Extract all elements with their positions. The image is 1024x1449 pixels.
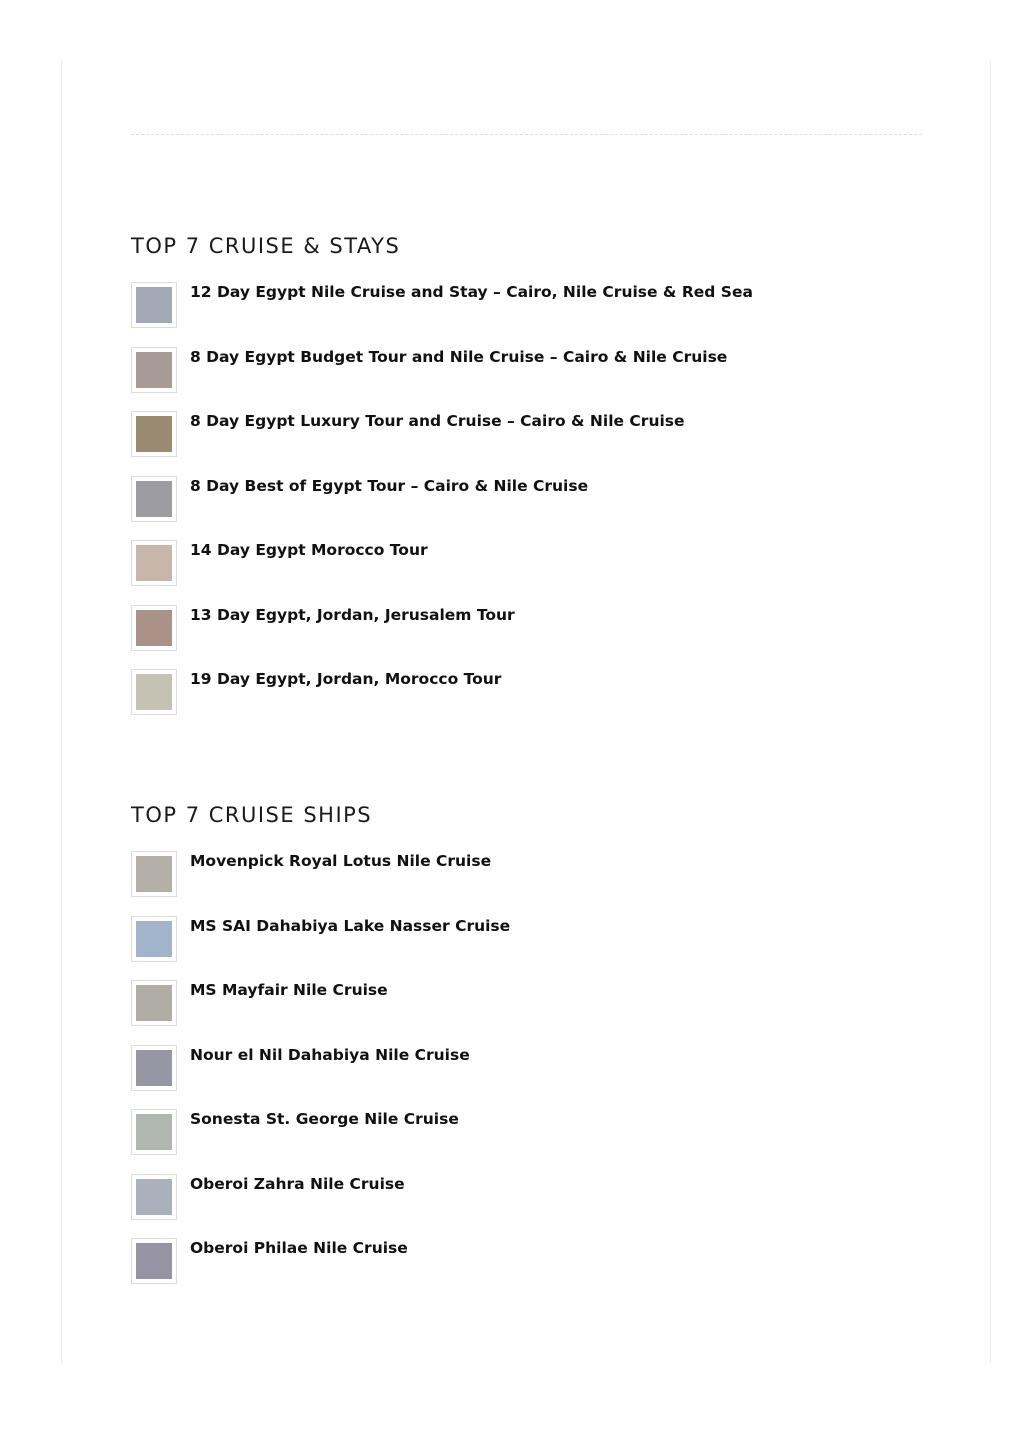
thumbnail-image xyxy=(136,287,172,323)
list-item xyxy=(131,1045,931,1110)
thumbnail-image xyxy=(136,921,172,957)
list-item xyxy=(131,411,931,476)
list-item xyxy=(131,851,931,916)
thumbnail-image xyxy=(136,674,172,710)
thumbnail-image xyxy=(136,1050,172,1086)
item-link[interactable]: Sonesta St. George Nile Cruise xyxy=(190,1110,459,1128)
item-thumbnail[interactable] xyxy=(131,916,177,962)
item-link[interactable]: 8 Day Best of Egypt Tour – Cairo & Nile Cruise xyxy=(190,476,589,495)
thumbnail-image xyxy=(136,1243,172,1279)
item-link[interactable]: MS Mayfair Nile Cruise xyxy=(190,981,388,999)
list-item xyxy=(131,1174,931,1239)
cruise-ships-list xyxy=(131,851,931,1303)
list-item xyxy=(131,916,931,981)
thumbnail-image xyxy=(136,610,172,646)
list-item xyxy=(131,476,931,541)
cruise-ships-section xyxy=(131,802,931,1303)
item-thumbnail[interactable] xyxy=(131,669,177,715)
list-item xyxy=(131,669,931,734)
item-link[interactable]: 8 Day Egypt Luxury Tour and Cruise – Cairo & Nile Cruise xyxy=(190,412,685,430)
list-item xyxy=(131,1109,931,1174)
item-thumbnail[interactable] xyxy=(131,347,177,393)
item-link[interactable]: MS SAI Dahabiya Lake Nasser Cruise xyxy=(190,916,511,935)
cruise-stays-list xyxy=(131,282,931,734)
list-item xyxy=(131,605,931,670)
item-thumbnail[interactable] xyxy=(131,540,177,586)
dashed-divider xyxy=(131,134,922,135)
item-thumbnail[interactable] xyxy=(131,605,177,651)
item-thumbnail[interactable] xyxy=(131,476,177,522)
list-item xyxy=(131,347,931,412)
item-thumbnail[interactable] xyxy=(131,1045,177,1091)
item-thumbnail[interactable] xyxy=(131,1238,177,1284)
list-item xyxy=(131,282,931,347)
list-item xyxy=(131,980,931,1045)
item-thumbnail[interactable] xyxy=(131,282,177,328)
list-item xyxy=(131,1238,931,1303)
item-link[interactable]: 14 Day Egypt Morocco Tour xyxy=(190,541,428,559)
item-link[interactable]: 13 Day Egypt, Jordan, Jerusalem Tour xyxy=(190,605,515,624)
list-item xyxy=(131,540,931,605)
item-thumbnail[interactable] xyxy=(131,411,177,457)
section-title: TOP 7 CRUISE & STAYS xyxy=(131,234,401,258)
thumbnail-image xyxy=(136,545,172,581)
thumbnail-image xyxy=(136,1114,172,1150)
item-link[interactable]: 19 Day Egypt, Jordan, Morocco Tour xyxy=(190,670,502,688)
item-link[interactable]: Nour el Nil Dahabiya Nile Cruise xyxy=(190,1045,470,1064)
thumbnail-image xyxy=(136,416,172,452)
item-thumbnail[interactable] xyxy=(131,980,177,1026)
section-title: TOP 7 CRUISE SHIPS xyxy=(131,803,373,827)
item-thumbnail[interactable] xyxy=(131,1174,177,1220)
item-thumbnail[interactable] xyxy=(131,851,177,897)
item-thumbnail[interactable] xyxy=(131,1109,177,1155)
item-link[interactable]: 8 Day Egypt Budget Tour and Nile Cruise – Cairo & Nile Cruise xyxy=(190,347,728,366)
item-link[interactable]: 12 Day Egypt Nile Cruise and Stay – Cairo, Nile Cruise & Red Sea xyxy=(190,283,753,301)
item-link[interactable]: Movenpick Royal Lotus Nile Cruise xyxy=(190,852,492,870)
thumbnail-image xyxy=(136,1179,172,1215)
thumbnail-image xyxy=(136,856,172,892)
thumbnail-image xyxy=(136,352,172,388)
thumbnail-image xyxy=(136,985,172,1021)
item-link[interactable]: Oberoi Zahra Nile Cruise xyxy=(190,1174,405,1193)
cruise-stays-section xyxy=(131,233,931,734)
item-link[interactable]: Oberoi Philae Nile Cruise xyxy=(190,1239,408,1257)
thumbnail-image xyxy=(136,481,172,517)
